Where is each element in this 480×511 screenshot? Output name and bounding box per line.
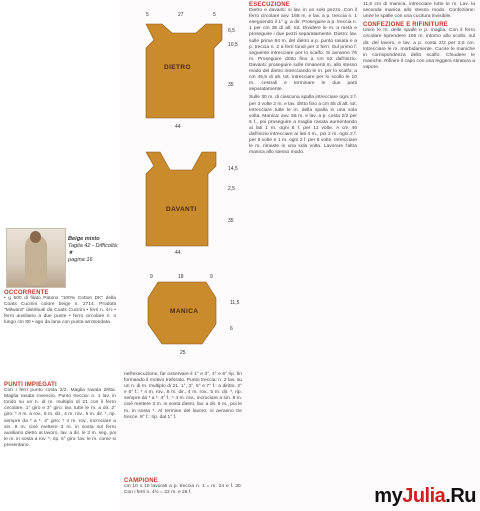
dietro-side-3: 35 — [228, 82, 234, 88]
dietro-bottom: 44 — [175, 124, 181, 130]
esecuzione-text-2: Sulle 30 m. di ciascuna spalla intrecciare ogni 2 f. per 3 volte 2 m. e lav. dritto fino a cm 55 di alt. tot. Intrecciare tutte le m. della spalla in una sola volta. Manica: avv. 56 m. e lav. a p. costa 2/2 per 6 f., poi proseguire a maglia rasata aumentando ai lati 1 m. ogni 6 f. per 11 volte. A cm 46 dall'inizio intrecciare ai lati 4 m., poi 2 m. ogni 2 f. per 5 volte e 1 m. ogni 2 f. per 8 volte. Intrecciare le m. rimaste in una sola volta. Lavorare l'altra manica allo stesso modo. — [249, 95, 357, 156]
confezione-title: CONFEZIONE E RIFINITURE — [363, 22, 448, 29]
model-head — [30, 231, 41, 243]
esecuzione-cont-block — [363, 2, 475, 71]
dietro-top-right: 5 — [213, 12, 216, 18]
dietro-side-2: 10,5 — [228, 42, 238, 48]
davanti-bottom: 44 — [175, 250, 181, 256]
davanti-side-3: 35 — [228, 218, 234, 224]
middle-bottom-text: nell'esecuzione, far osservare il 1° e 3°, 4° e 6° rip. fin formando il motivo traforato. Punto treccia: n. 2 lav. su un n. di m. multiplo di 21. 1°, 3°, 5° e 7° f.: a diritto. 2° e 6° f.: * 4 m. rov., 8 m. dir., 4 m. rov., 5 m. dir. *, rip. sempre da * a *. 4° f.: * 4 m. rov., incrociare a sin. 8 m. cioè mettere 3 m. in sosta dietro, lav. a dir. 5 m., poi le m. in sosta *. Al termine del lavoro, si avranno tre trecce. 8° f.: rip. dal 1° f. — [124, 372, 242, 420]
dietro-top-mid: 27 — [178, 12, 184, 18]
manica-top-mid: 18 — [178, 274, 184, 280]
davanti-label: DAVANTI — [166, 206, 197, 213]
davanti-side-1: 14,5 — [228, 166, 238, 172]
caption-title: Beige misto — [68, 236, 100, 242]
occorrente-text: • g 500 di filato Patons "100% Cotton DK" della Coats Cucirini colore beige n. 2714. Prodotti "Milward" distribuiti da Coats Cucirini • ferri n. 4½ • ferro ausiliario a due punte • ferro circolare n. 4 lungo cm 80 • ago da lana con punta arrotondata. — [4, 296, 116, 326]
punti-block — [4, 382, 116, 449]
watermark-prefix: my — [374, 485, 403, 507]
watermark-suffix: .Ru — [445, 485, 476, 507]
dietro-label: DIETRO — [164, 64, 191, 71]
punti-title: PUNTI IMPIEGATI — [4, 382, 57, 388]
manica-side-2: 6 — [230, 326, 233, 332]
occorrente-title: OCCORRENTE — [4, 290, 49, 296]
davanti-side-2: 2,5 — [228, 186, 235, 192]
manica-top-left: 9 — [150, 274, 153, 280]
diagrams-column — [120, 0, 245, 511]
campione-text: cm 10 x 10 lavorati a p. treccia n. 1 = m. 24 e f. 30. Con i ferri n. 4½ = 22 m. e 28 f. — [124, 484, 242, 496]
punti-text: Con i ferri punto costa 2/2. Maglia rasata dritta. Maglia rasata rovescio. Punto treccia: n. 1 lav. in tondo su un n. di m. multiplo di 21 con il ferro circolare. 1° giro e 3° giro: lav. tutte le m. a dir. 2° giro: * 4 m. a rov., 8 m. dir., 4 m. rov., 5 m. dir. *, rip. sempre da * a *. 4° giro: * 4 m. rov., incrociare a sin. 8 m. cioè mettere 3 m. in sosta sul ferro ausiliario dietro al lavoro, lav. a dir. le 3 m. seg. poi le m. in sosta a rov. *, rip. 5° giro: lav. le m. come si presentano. — [4, 388, 116, 448]
esecuzione-block — [249, 2, 357, 156]
manica-side-1: 11,5 — [230, 300, 240, 306]
left-column — [0, 0, 120, 511]
esecuzione-text-1: Dietro e davanti: si lav. in un solo pezzo. Con il ferro circolare avv. 168 m. e lav. a p. treccia n. 1 eseguendo il 1° g. a dir. Proseguire a p. treccia n. 1 per cm 35 di alt. tot. Dividere le m. a metà e proseguire i due pezzi separatamente. Dietro: lav. sulle prime 84 m. del dietro a p. punto rasata e a p. treccia n. 2 a ferri tondi per 3 ferri. Sul primo f. seguente intrecciare per lo scalfo. Si avranno 76 m. Proseguire dritto fino a cm 52 dall'inizio. Davanti: proseguire sulle rimanenti m. allo stesso modo del dietro intrecciando le m. per lo scalfo; a cm 45,5 di alt. tot. intrecciare per lo scollo le 10 m. centrali e terminare le due parti separatamente. — [249, 8, 357, 93]
manica-bottom: 25 — [180, 350, 186, 356]
caption-page: pagina 16 — [68, 257, 93, 263]
photo-caption — [68, 236, 120, 264]
esecuzione-title: ESECUZIONE — [249, 2, 291, 8]
campione-title: CAMPIONE — [124, 478, 158, 484]
occorrente-block — [4, 290, 116, 327]
campione-block — [124, 478, 242, 496]
watermark-brand: Julia — [402, 485, 446, 507]
manica-diagram — [120, 270, 245, 360]
dietro-side-1: 6,5 — [228, 28, 235, 34]
manica-label: MANICA — [170, 308, 199, 315]
davanti-diagram — [120, 140, 245, 260]
instructions-column — [245, 0, 480, 511]
dietro-top-left: 5 — [146, 12, 149, 18]
esecuzione-text-3: 11,5 cm di manica, intrecciare tutte le m. Lav. la seconda manica allo stesso modo. Confezione: unire le spalle con una cucitura invisibile. — [363, 2, 475, 20]
model-photo — [6, 228, 66, 288]
manica-top-right: 9 — [210, 274, 213, 280]
watermark-logo — [374, 485, 476, 508]
caption-size: Taglia 42 - Difficoltà: ★ — [68, 243, 119, 256]
confezione-text: Unire le m. delle spalle e p. maglia. Con il ferro circolare riprendere 106 m. intorno allo scollo, sul dir. del lavoro, e lav. a p. costa 2/2 per 2,5 cm. Intrecciare le m. morbidamente. Cucire le maniche in corrispondenza dello scalfo. Chiudere le maniche. Rifinire il capo con una leggera stiratura a vapore. — [363, 28, 475, 70]
